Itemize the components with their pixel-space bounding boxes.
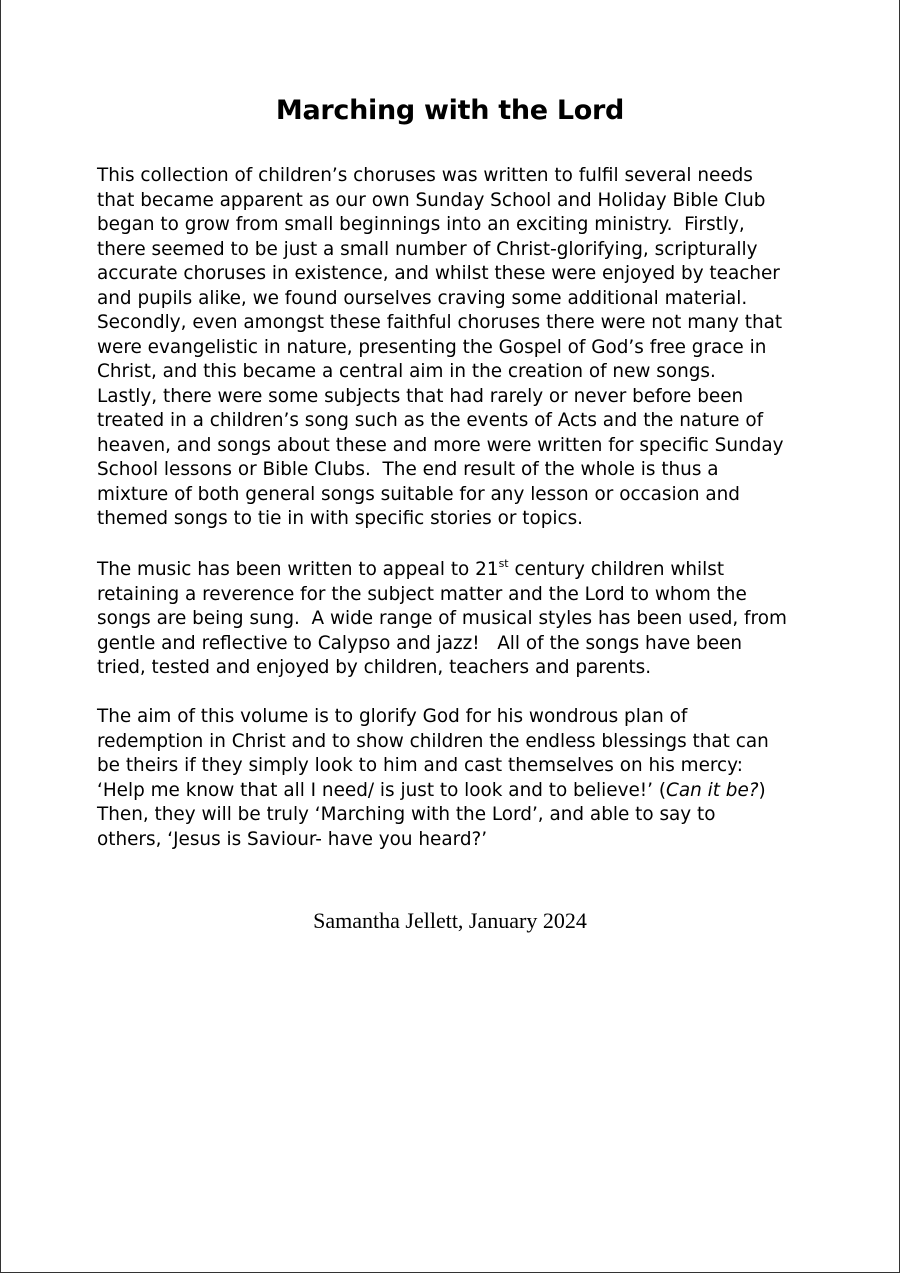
music-paragraph <box>97 558 787 681</box>
text-line: were evangelistic in nature, presenting the Gospel of God’s free grace in <box>97 336 767 358</box>
text-line: accurate choruses in existence, and whilst these were enjoyed by teacher <box>97 263 780 284</box>
aim-paragraph <box>97 705 769 852</box>
ordinal-suffix: st <box>498 557 509 570</box>
text-line: This collection of children’s choruses was written to fulfil several needs <box>97 165 753 186</box>
text-line: Lastly, there were some subjects that had rarely or never before been <box>97 385 744 407</box>
text-line: School lessons or Bible Clubs. The end result of the whole is thus a <box>97 459 719 480</box>
text-line: retaining a reverence for the subject matter and the Lord to whom the <box>97 583 747 605</box>
author-signature: Samantha Jellett, January 2024 <box>313 908 587 933</box>
text-line: mixture of both general songs suitable for any lesson or occasion and <box>97 483 740 505</box>
text-line <box>97 558 787 583</box>
text-line: be theirs if they simply look to him and cast themselves on his mercy: <box>97 755 743 776</box>
text-line: began to grow from small beginnings into an exciting ministry. Firstly, <box>97 214 745 235</box>
quote-line <box>97 779 769 804</box>
text-line: others, ‘Jesus is Saviour- have you heard?’ <box>97 828 488 850</box>
text-line: that became apparent as our own Sunday School and Holiday Bible Club <box>97 189 766 211</box>
text-line: gentle and reflective to Calypso and jazz! All of the songs have been <box>97 632 742 654</box>
text-line: Secondly, even amongst these faithful choruses there were not many that <box>97 312 783 333</box>
text-line: and pupils alike, we found ourselves craving some additional material. <box>97 287 748 309</box>
text-fragment: ‘Help me know that all I need/ is just to look and to believe!’ ( <box>97 779 667 801</box>
text-line: there seemed to be just a small number of Christ-glorifying, scripturally <box>97 238 758 260</box>
text-fragment: The music has been written to appeal to 21 <box>97 559 499 580</box>
text-line: heaven, and songs about these and more were written for specific Sunday <box>97 434 784 456</box>
page-title: Marching with the Lord <box>275 95 625 126</box>
text-line: tried, tested and enjoyed by children, teachers and parents. <box>97 657 652 678</box>
song-title-reference: Can it be? <box>666 779 759 801</box>
text-line: Then, they will be truly ‘Marching with the Lord’, and able to say to <box>97 804 716 825</box>
text-line: treated in a children’s song such as the events of Acts and the nature of <box>97 410 764 431</box>
text-line: The aim of this volume is to glorify God for his wondrous plan of <box>97 706 688 727</box>
text-line: redemption in Christ and to show children the endless blessings that can <box>97 730 769 752</box>
text-fragment: century children whilst <box>508 559 725 580</box>
text-line: songs are being sung. A wide range of musical styles has been used, from <box>97 608 787 629</box>
intro-paragraph <box>97 164 783 532</box>
text-line: themed songs to tie in with specific stories or topics. <box>97 508 584 529</box>
text-line: Christ, and this became a central aim in the creation of new songs. <box>97 361 716 382</box>
text-fragment: ) <box>758 779 766 801</box>
